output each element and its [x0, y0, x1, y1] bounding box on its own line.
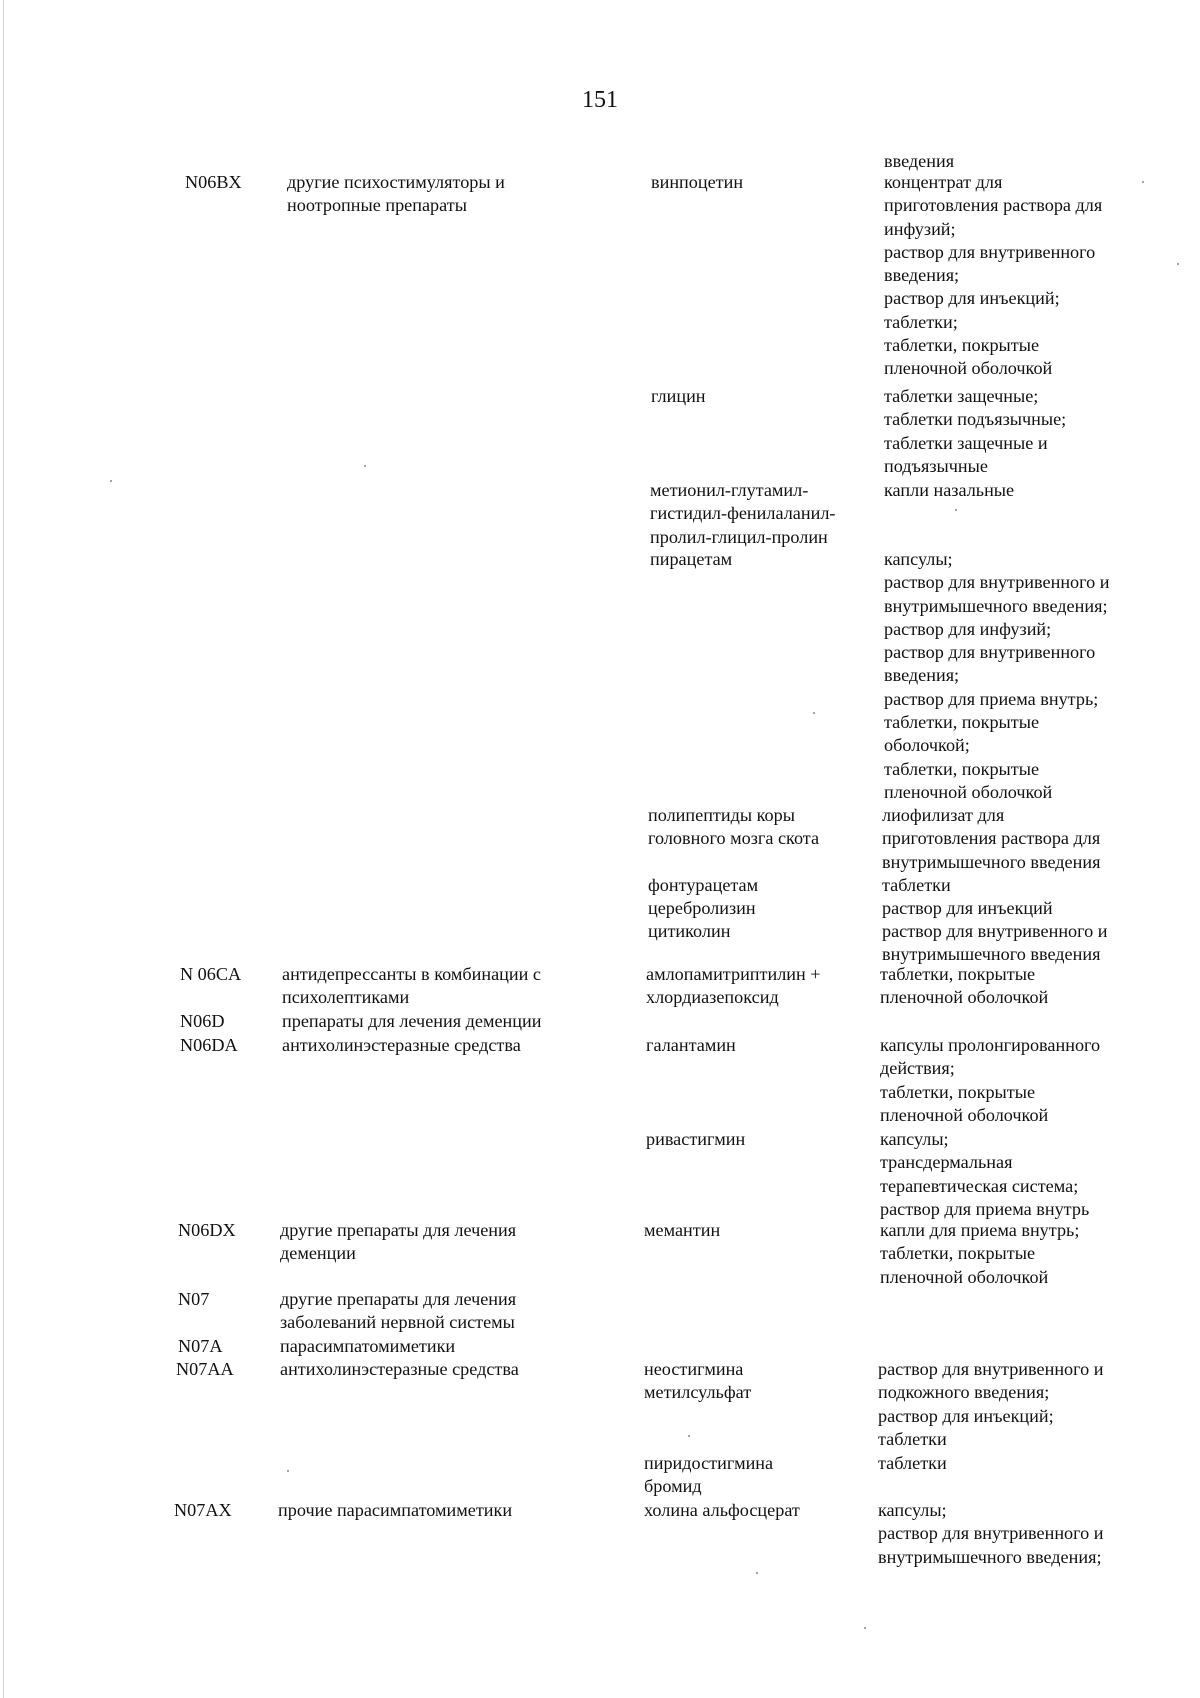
group-name-cell: парасимпатомиметики — [280, 1336, 456, 1356]
group-name-cell: антихолинэстеразные средства — [280, 1359, 519, 1379]
dosage-form-cell: капли для приема внутрь; таблетки, покрытые пленочной оболочкой — [880, 1220, 1080, 1287]
page-number: 151 — [582, 87, 618, 113]
scan-speck — [756, 1572, 758, 1574]
dosage-form-cell: раствор для инъекций — [882, 898, 1053, 918]
atc-code-cell: N07A — [178, 1336, 223, 1356]
drug-name-cell: церебролизин — [648, 898, 756, 918]
drug-name-cell: глицин — [651, 386, 706, 406]
drug-name-cell: полипептиды коры головного мозга скота — [648, 805, 820, 849]
drug-name-cell: фонтурацетам — [648, 875, 759, 895]
drug-name-cell: винпоцетин — [651, 172, 744, 192]
drug-name-cell: мемантин — [644, 1220, 721, 1240]
dosage-form-cell: лиофилизат для приготовления раствора для внутримышечного введения — [882, 805, 1101, 872]
atc-code-cell: N07 — [178, 1289, 210, 1309]
scan-speck — [1177, 263, 1179, 265]
scan-speck — [110, 480, 112, 482]
atc-code-cell: N06DX — [178, 1220, 236, 1240]
group-name-cell: другие препараты для лечения заболеваний нервной системы — [280, 1289, 517, 1333]
atc-code-cell: N 06CA — [180, 964, 242, 984]
atc-code-cell: N06D — [180, 1011, 225, 1031]
scan-speck — [287, 1470, 289, 1472]
group-name-cell: антихолинэстеразные средства — [282, 1035, 521, 1055]
drug-name-cell: холина альфосцерат — [644, 1500, 800, 1520]
dosage-form-cell: капсулы; трансдермальная терапевтическая система; раствор для приема внутрь — [880, 1129, 1090, 1219]
scan-speck — [864, 1627, 866, 1629]
drug-name-cell: амлопамитриптилин + хлордиазепоксид — [646, 964, 821, 1008]
scan-speck — [1142, 181, 1144, 183]
scan-speck — [955, 509, 957, 511]
dosage-form-cell: введения — [884, 151, 955, 171]
dosage-form-cell: таблетки — [878, 1453, 947, 1473]
dosage-form-cell: капсулы; раствор для внутривенного и внутримышечного введения; раствор для инфузий; раствор для внутривенного введения; раствор для приема внутрь; таблетки, покрытые оболочкой; таблетки, покрытые пленочной оболочкой — [884, 549, 1110, 802]
drug-name-cell: пирацетам — [650, 549, 733, 569]
dosage-form-cell: раствор для внутривенного и внутримышечного введения — [882, 921, 1108, 965]
dosage-form-cell: капсулы; раствор для внутривенного и внутримышечного введения; — [878, 1500, 1104, 1567]
scan-speck — [813, 712, 815, 714]
group-name-cell: препараты для лечения деменции — [282, 1011, 542, 1031]
drug-name-cell: галантамин — [646, 1035, 736, 1055]
scan-edge-line — [3, 0, 4, 1698]
atc-code-cell: N06BX — [185, 172, 242, 192]
drug-name-cell: цитиколин — [648, 921, 731, 941]
group-name-cell: антидепрессанты в комбинации с психолептиками — [282, 964, 541, 1008]
dosage-form-cell: таблетки — [882, 875, 951, 895]
dosage-form-cell: раствор для внутривенного и подкожного введения; раствор для инъекций; таблетки — [878, 1359, 1104, 1449]
dosage-form-cell: таблетки защечные; таблетки подъязычные; таблетки защечные и подъязычные — [884, 386, 1067, 476]
group-name-cell: другие психостимуляторы и ноотропные препараты — [287, 172, 505, 216]
drug-name-cell: метионил-глутамил- гистидил-фенилаланил- пролил-глицил-пролин — [650, 480, 836, 547]
group-name-cell: другие препараты для лечения деменции — [280, 1220, 517, 1264]
atc-code-cell: N07AX — [174, 1500, 232, 1520]
scan-speck — [688, 1435, 690, 1437]
dosage-form-cell: таблетки, покрытые пленочной оболочкой — [880, 964, 1049, 1008]
group-name-cell: прочие парасимпатомиметики — [278, 1500, 513, 1520]
scan-speck — [364, 465, 366, 467]
drug-name-cell: неостигмина метилсульфат — [644, 1359, 752, 1403]
dosage-form-cell: концентрат для приготовления раствора для инфузий; раствор для внутривенного введения; раствор для инъекций; таблетки; таблетки, покрытые пленочной оболочкой — [884, 172, 1103, 379]
drug-name-cell: пиридостигмина бромид — [644, 1453, 774, 1497]
atc-code-cell: N06DA — [180, 1035, 238, 1055]
dosage-form-cell: капли назальные — [884, 480, 1015, 500]
dosage-form-cell: капсулы пролонгированного действия; таблетки, покрытые пленочной оболочкой — [880, 1035, 1101, 1125]
drug-name-cell: ривастигмин — [646, 1129, 746, 1149]
atc-code-cell: N07AA — [176, 1359, 234, 1379]
